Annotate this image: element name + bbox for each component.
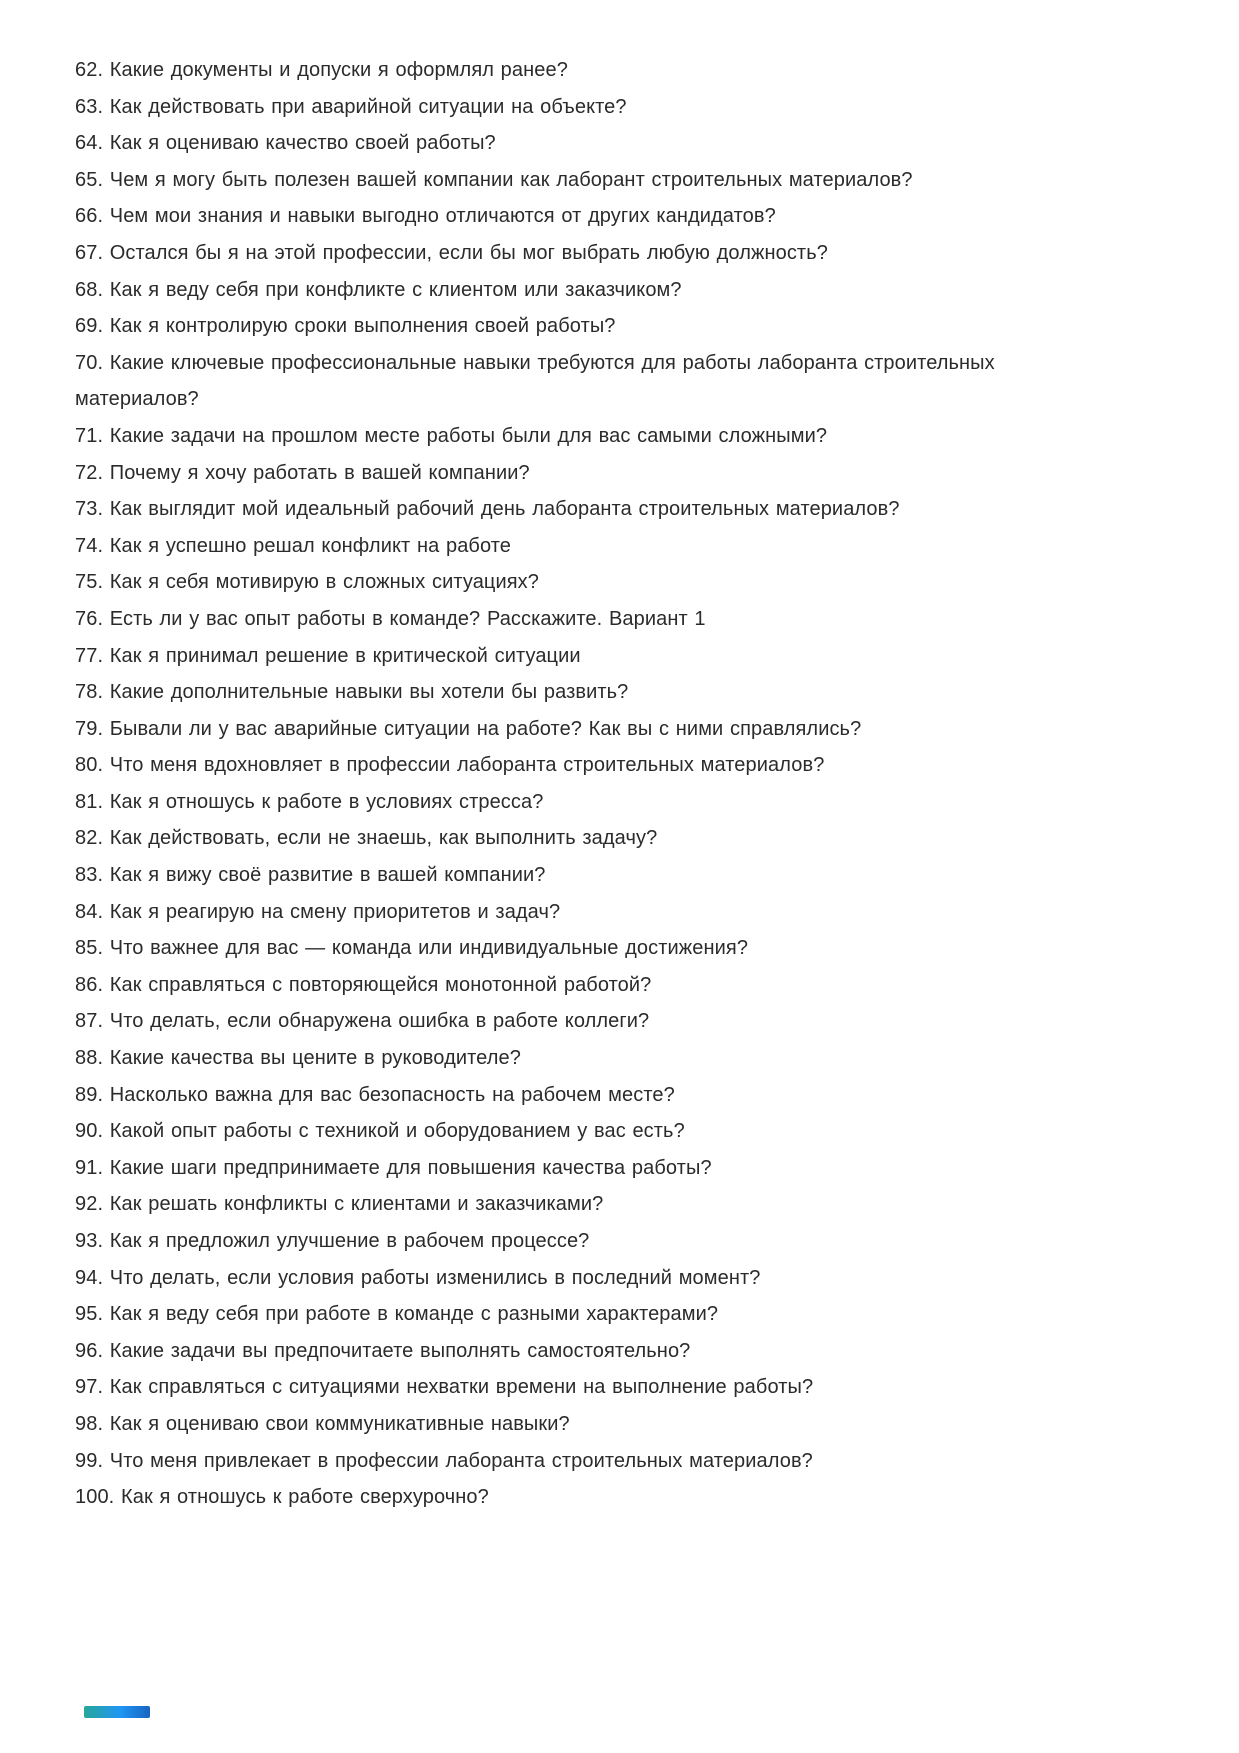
question-item: 94. Что делать, если условия работы изменились в последний момент? <box>75 1266 761 1289</box>
question-item: 72. Почему я хочу работать в вашей компании? <box>75 461 530 484</box>
question-item: 84. Как я реагирую на смену приоритетов и задач? <box>75 900 561 923</box>
question-item: 88. Какие качества вы цените в руководителе? <box>75 1047 521 1070</box>
question-item: 70. Какие ключевые профессиональные навыки требуются для работы лаборанта строительных материалов? <box>75 351 995 411</box>
question-item: 76. Есть ли у вас опыт работы в команде? Расскажите. Вариант 1 <box>75 607 706 630</box>
question-item: 74. Как я успешно решал конфликт на работе <box>75 534 512 557</box>
accent-bar <box>84 1706 150 1718</box>
question-item: 87. Что делать, если обнаружена ошибка в работе коллеги? <box>75 1010 650 1033</box>
question-list <box>75 52 1085 1516</box>
question-item: 95. Как я веду себя при работе в команде с разными характерами? <box>75 1303 719 1326</box>
question-item: 83. Как я вижу своё развитие в вашей компании? <box>75 864 546 887</box>
question-item: 71. Какие задачи на прошлом месте работы были для вас самыми сложными? <box>75 424 828 447</box>
question-item: 65. Чем я могу быть полезен вашей компании как лаборант строительных материалов? <box>75 168 913 191</box>
question-item: 86. Как справляться с повторяющейся монотонной работой? <box>75 973 652 996</box>
question-item: 85. Что важнее для вас — команда или индивидуальные достижения? <box>75 937 749 960</box>
question-item: 98. Как я оцениваю свои коммуникативные навыки? <box>75 1412 570 1435</box>
question-item: 91. Какие шаги предпринимаете для повышения качества работы? <box>75 1156 712 1179</box>
question-item: 80. Что меня вдохновляет в профессии лаборанта строительных материалов? <box>75 754 825 777</box>
question-item: 78. Какие дополнительные навыки вы хотели бы развить? <box>75 681 629 704</box>
question-item: 73. Как выглядит мой идеальный рабочий день лаборанта строительных материалов? <box>75 498 900 521</box>
question-item: 77. Как я принимал решение в критической ситуации <box>75 644 581 667</box>
question-item: 82. Как действовать, если не знаешь, как выполнить задачу? <box>75 827 658 850</box>
question-item: 79. Бывали ли у вас аварийные ситуации на работе? Как вы с ними справлялись? <box>75 717 862 740</box>
question-item: 63. Как действовать при аварийной ситуации на объекте? <box>75 95 627 118</box>
question-item: 66. Чем мои знания и навыки выгодно отличаются от других кандидатов? <box>75 205 776 228</box>
question-item: 67. Остался бы я на этой профессии, если бы мог выбрать любую должность? <box>75 241 828 264</box>
question-item: 64. Как я оцениваю качество своей работы? <box>75 132 496 155</box>
question-item: 99. Что меня привлекает в профессии лаборанта строительных материалов? <box>75 1449 813 1472</box>
question-item: 93. Как я предложил улучшение в рабочем процессе? <box>75 1230 590 1252</box>
question-item: 69. Как я контролирую сроки выполнения своей работы? <box>75 315 616 338</box>
question-item: 75. Как я себя мотивирую в сложных ситуациях? <box>75 571 540 594</box>
question-item: 92. Как решать конфликты с клиентами и заказчиками? <box>75 1193 604 1216</box>
question-item: 62. Какие документы и допуски я оформлял ранее? <box>75 59 568 81</box>
question-item: 97. Как справляться с ситуациями нехватки времени на выполнение работы? <box>75 1376 814 1399</box>
question-item: 90. Какой опыт работы с техникой и оборудованием у вас есть? <box>75 1120 685 1143</box>
question-item: 89. Насколько важна для вас безопасность на рабочем месте? <box>75 1083 675 1106</box>
question-item: 68. Как я веду себя при конфликте с клиентом или заказчиком? <box>75 278 682 301</box>
question-item: 96. Какие задачи вы предпочитаете выполнять самостоятельно? <box>75 1339 691 1362</box>
question-item: 81. Как я отношусь к работе в условиях стресса? <box>75 790 544 813</box>
question-item: 100. Как я отношусь к работе сверхурочно? <box>75 1486 489 1509</box>
